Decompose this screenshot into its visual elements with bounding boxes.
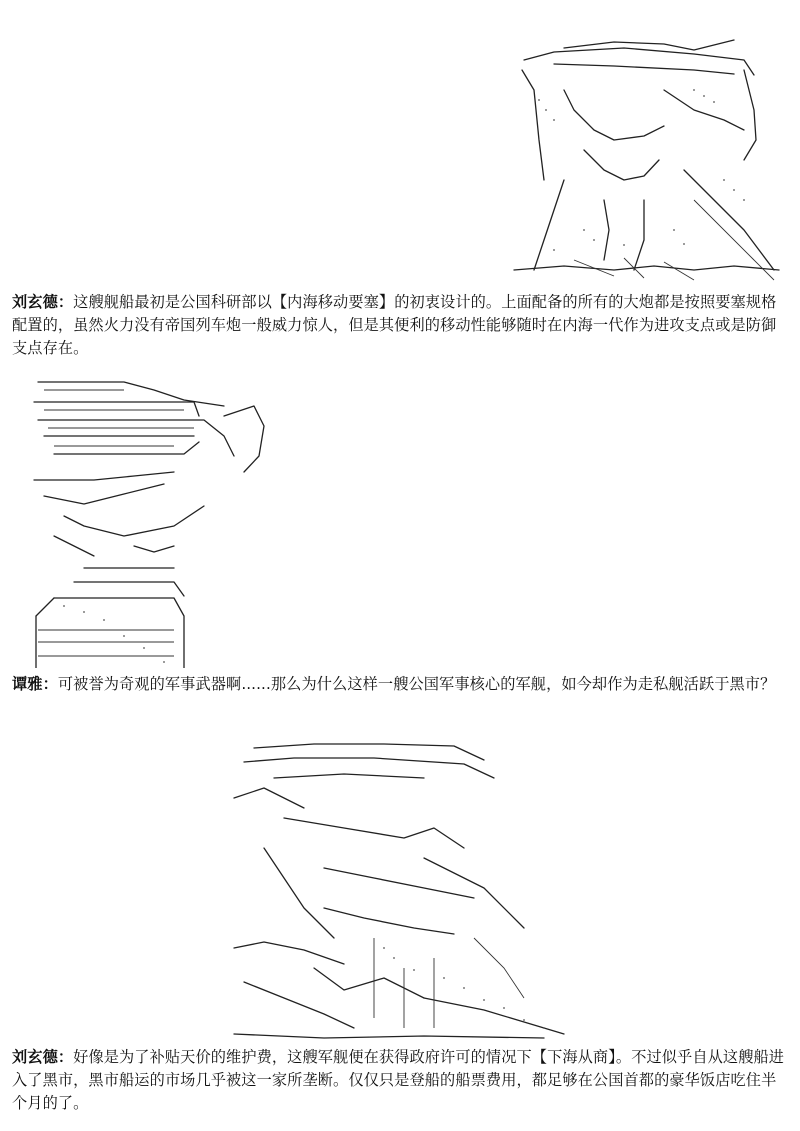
dialogue-text: 可被誉为奇观的军事武器啊......那么为什么这样一艘公国军事核心的军舰，如今却作为走私舰活跃于黑市？: [57, 675, 776, 693]
dialogue-line: [12, 291, 788, 360]
dialogue-text: 好像是为了补贴天价的维护费，这艘军舰便在获得政府许可的情况下【下海从商】。不过似乎自从这艘船进入了黑市，黑市船运的市场几乎被这一家所垄断。仅仅只是登船的船票费用，都足够在公国首都的豪华饭店吃住半个月的了。: [12, 1048, 785, 1112]
dialogue-text: 这艘舰船最初是公国科研部以【内海移动要塞】的初衷设计的。上面配备的所有的大炮都是按照要塞规格配置的，虽然火力没有帝国列车炮一般威力惊人，但是其便利的移动性能够随时在内海一代作为进攻支点或是防御支点存在。: [12, 293, 777, 357]
ascii-art-long-haired-character-icon: [224, 738, 570, 1042]
speaker-name: 谭雅：: [12, 675, 58, 693]
dialogue-line: [12, 673, 788, 696]
speaker-name: 刘玄德：: [12, 293, 74, 311]
ascii-art-capped-character-icon: [24, 376, 274, 668]
ascii-art-warship-officer-icon: [494, 30, 784, 288]
speaker-name: 刘玄德：: [12, 1048, 74, 1066]
dialogue-line: [12, 1046, 788, 1115]
